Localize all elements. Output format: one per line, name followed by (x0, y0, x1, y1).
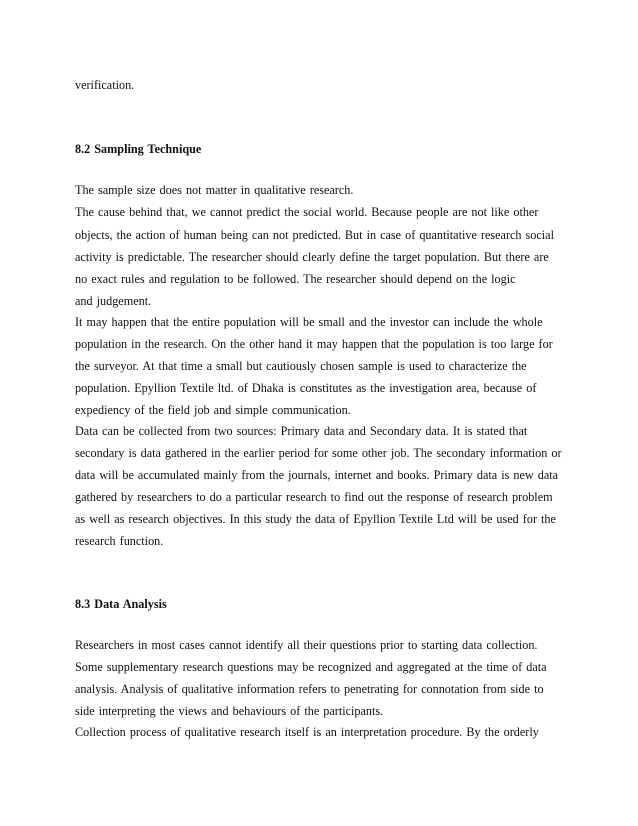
paragraph-line: the surveyor. At that time a small but cautiously chosen sample is used to characterize the (75, 359, 527, 373)
paragraph-line: It may happen that the entire population will be small and the investor can include the whole (75, 315, 543, 329)
paragraph-line: as well as research objectives. In this study the data of Epyllion Textile Ltd will be used for the (75, 512, 556, 526)
paragraph-line: data will be accumulated mainly from the journals, internet and books. Primary data is new data (75, 468, 559, 482)
paragraph-line: Collection process of qualitative research itself is an interpretation procedure. By the orderly (75, 725, 539, 739)
paragraph-line: The sample size does not matter in qualitative research. (75, 183, 354, 197)
section-heading-sampling: 8.2 Sampling Technique (75, 142, 202, 156)
paragraph-line: no exact rules and regulation to be followed. The researcher should depend on the logic (75, 272, 516, 286)
paragraph-line: analysis. Analysis of qualitative information refers to penetrating for connotation from side to (75, 682, 544, 696)
paragraph-line: and judgement. (75, 294, 152, 308)
paragraph-line: population. Epyllion Textile ltd. of Dhaka is constitutes as the investigation area, because of (75, 381, 537, 395)
paragraph-line: objects, the action of human being can not predicted. But in case of quantitative research social (75, 228, 554, 242)
paragraph-line: gathered by researchers to do a particular research to find out the response of research problem (75, 490, 553, 504)
paragraph-line: research function. (75, 534, 164, 548)
paragraph-line: activity is predictable. The researcher should clearly define the target population. But there are (75, 250, 549, 264)
paragraph-line: secondary is data gathered in the earlier period for some other job. The secondary information or (75, 446, 562, 460)
paragraph-line: population in the research. On the other hand it may happen that the population is too large for (75, 337, 553, 351)
paragraph-line: Some supplementary research questions may be recognized and aggregated at the time of data (75, 660, 547, 674)
paragraph-line: Researchers in most cases cannot identify all their questions prior to starting data collection. (75, 638, 538, 652)
paragraph-line: The cause behind that, we cannot predict the social world. Because people are not like other (75, 205, 539, 219)
paragraph-line: Data can be collected from two sources: Primary data and Secondary data. It is stated that (75, 424, 528, 438)
paragraph-line: side interpreting the views and behaviours of the participants. (75, 704, 384, 718)
paragraph-line: expediency of the field job and simple communication. (75, 403, 351, 417)
section-heading-data-analysis: 8.3 Data Analysis (75, 597, 167, 611)
intro-text: verification. (75, 78, 135, 92)
